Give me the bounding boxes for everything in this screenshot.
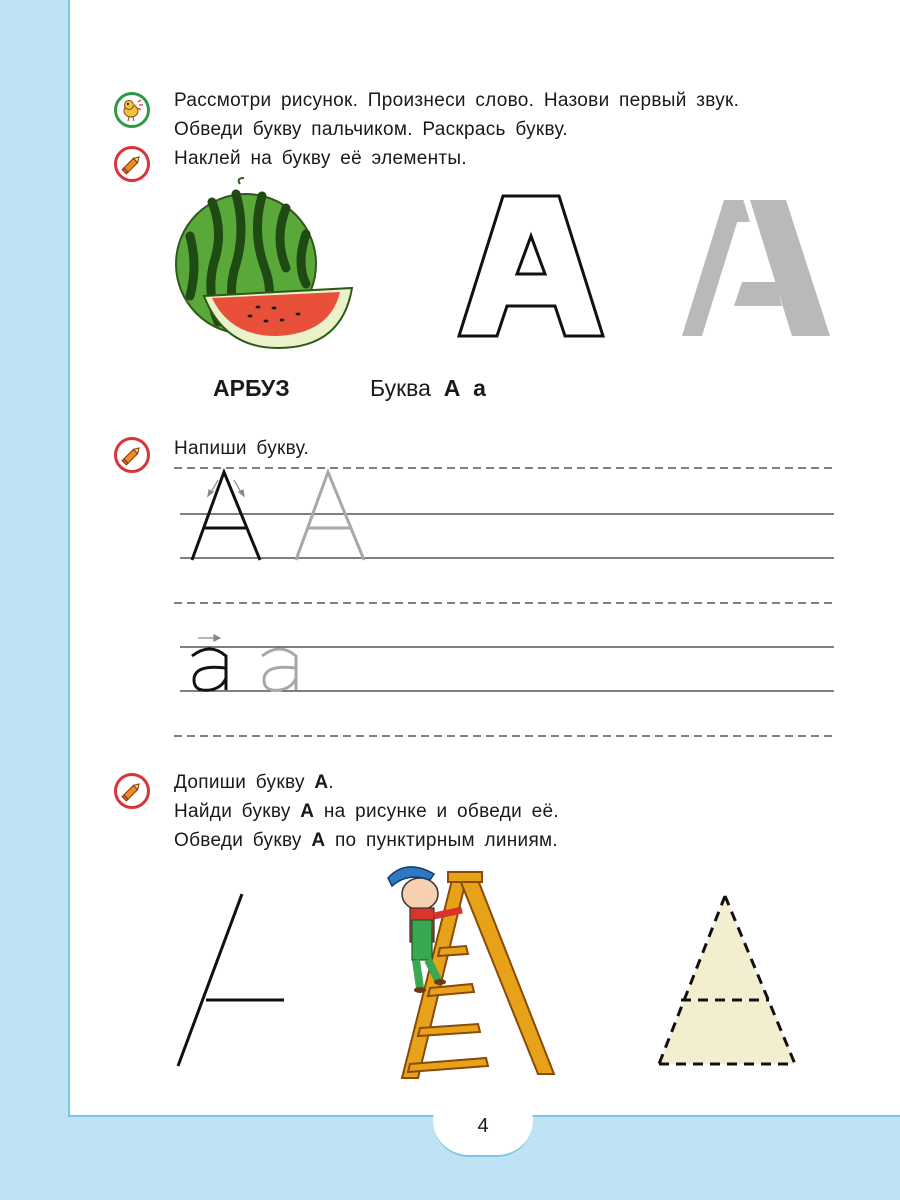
instruction-line [174,826,559,855]
page-number: 4 [477,1115,489,1137]
sticker-elements-letter-a [680,196,836,338]
watermelon-illustration [170,176,356,362]
pencil-icon [114,773,150,809]
letter-caption-prefix: Буква [370,375,431,401]
instruction-text: по пунктирным линиям. [334,830,559,851]
bird-speaking-icon [114,92,150,128]
instruction-text: Найди букву [174,801,291,822]
instruction-line: Наклей на букву её элементы. [174,148,467,169]
pencil-icon [114,437,150,473]
instruction-text: Обведи букву [174,830,302,851]
instruction-line [174,768,559,797]
instruction-line: Напиши букву. [174,438,310,459]
word-caption: АРБУЗ [213,375,290,401]
instruction-line: Обведи букву пальчиком. Раскрась букву. [174,119,568,140]
section3-instructions [174,768,559,855]
lowercase-a-samples [180,630,340,700]
letter-caption [370,375,486,402]
instruction-letter: А [300,801,315,822]
pencil-icon [114,146,150,182]
instruction-line [174,797,559,826]
instruction-line: Рассмотри рисунок. Произнеси слово. Назови первый звук. [174,90,740,111]
instruction-letter: А [311,830,326,851]
outline-letter-a [455,192,607,340]
section1-instructions [174,86,739,173]
section2-instructions [174,434,309,463]
instruction-letter: А [314,772,329,793]
boy-on-ladder-illustration [382,860,562,1080]
incomplete-letter-a [170,890,290,1070]
uppercase-a-samples [180,464,380,564]
page-number-tab [433,1085,533,1157]
instruction-text: . [328,772,334,793]
letter-caption-upper: А [443,375,461,401]
instruction-text: на рисунке и обведи её. [323,801,559,822]
letter-caption-lower: а [473,375,486,401]
instruction-text: Допиши букву [174,772,305,793]
dashed-triangle-letter-a [655,890,800,1070]
